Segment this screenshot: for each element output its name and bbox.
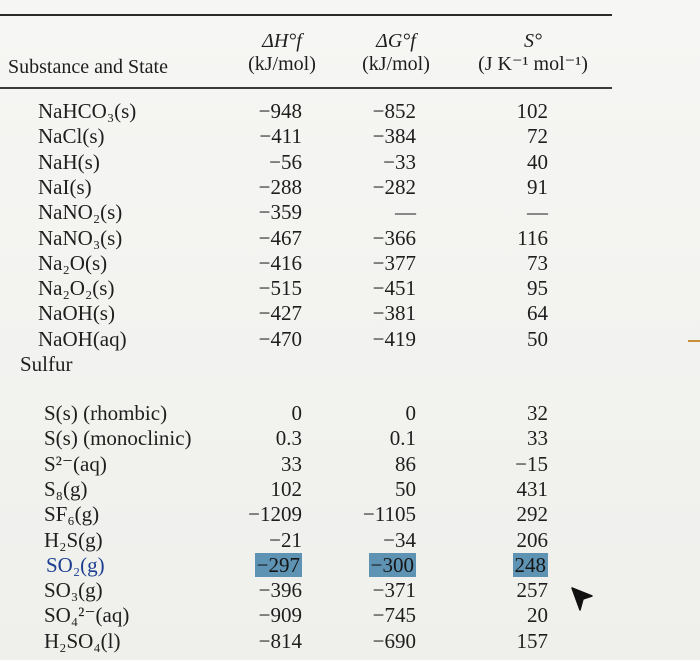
gibbs-cell: 50 [395,476,416,501]
enthalpy-cell: −948 [258,99,302,123]
gibbs-cell: 0 [405,401,416,425]
table-row [0,477,700,502]
enthalpy-cell: −427 [258,301,302,326]
entropy-cell: −15 [515,451,548,476]
gibbs-cell: 86 [395,451,416,476]
enthalpy-cell: −21 [269,527,302,552]
gibbs-cell: −381 [372,301,416,326]
entropy-cell: — [527,200,548,225]
gibbs-cell: −419 [372,326,416,351]
entropy-cell: 91 [527,174,548,199]
table-row [0,301,700,326]
enthalpy-cell: −909 [258,603,302,628]
enthalpy-unit: (kJ/mol) [248,53,316,75]
substance-cell: S²⁻(aq) [44,451,107,476]
gibbs-cell: — [395,200,416,225]
table-row [0,426,700,451]
gibbs-cell: −745 [372,603,416,628]
gibbs-cell: −371 [372,578,416,603]
table-row [0,175,700,200]
entropy-cell: 73 [527,250,548,275]
selection-highlight[interactable]: −300 [370,552,414,577]
entropy-cell: 33 [527,426,548,451]
entropy-cell: 64 [527,301,548,326]
gibbs-symbol: ΔG°f [376,30,416,52]
gibbs-cell: −366 [372,225,416,250]
table-row [0,251,700,276]
gibbs-cell: −33 [383,149,416,174]
enthalpy-cell: −56 [269,149,302,174]
table-row [0,99,700,124]
entropy-cell: 102 [516,99,548,123]
substance-cell: S₈(g) [44,476,88,501]
entropy-cell: 95 [527,276,548,301]
gibbs-cell: −377 [372,250,416,275]
entropy-cell: 257 [516,578,548,603]
gibbs-cell [330,553,416,578]
gibbs-cell: −690 [372,628,416,653]
table-row [0,200,700,225]
table-row [0,528,700,553]
substance-cell: H₂S(g) [44,527,103,552]
gibbs-cell: −1105 [362,502,416,527]
enthalpy-cell: 0 [291,401,302,425]
entropy-cell: 116 [517,225,548,250]
entropy-unit: (J K⁻¹ mol⁻¹) [478,53,588,75]
header-enthalpy [232,30,332,76]
substance-cell: NaNO₂(s) [38,200,123,225]
entropy-cell: 32 [527,401,548,425]
gibbs-cell: −282 [372,174,416,199]
substance-cell [44,553,107,578]
entropy-symbol: S° [524,30,542,52]
entropy-cell: 157 [516,628,548,653]
enthalpy-cell: −288 [258,174,302,199]
selection-highlight[interactable]: −297 [256,552,300,577]
entropy-cell: 50 [527,326,548,351]
substance-cell: NaNO₃(s) [38,225,123,250]
table-row [0,401,700,426]
gibbs-cell: −852 [372,99,416,123]
entropy-cell: 292 [516,502,548,527]
mouse-cursor-icon [568,584,596,614]
entropy-cell: 206 [516,527,548,552]
entropy-cell [460,553,548,578]
gibbs-cell: −451 [372,276,416,301]
substance-cell: S(s) (rhombic) [44,401,168,425]
enthalpy-cell: −416 [258,250,302,275]
gibbs-cell: −384 [372,124,416,149]
substance-cell: NaCl(s) [38,124,105,149]
enthalpy-cell: −411 [259,124,302,149]
enthalpy-cell: −396 [258,578,302,603]
table-row [0,327,700,352]
enthalpy-cell: 0.3 [275,426,302,451]
table-row [0,629,700,654]
table-row [0,452,700,477]
substance-cell: NaHCO₃(s) [38,99,137,123]
substance-cell: NaOH(s) [38,301,115,326]
table-row [0,276,700,301]
table-top-rule [0,14,612,16]
group-label-sulfur: Sulfur [20,352,73,376]
page-edge-mark [688,340,700,342]
substance-cell: Na₂O(s) [38,250,108,275]
header-entropy [466,30,600,76]
gibbs-unit: (kJ/mol) [362,53,430,75]
substance-cell: H₂SO₄(l) [44,628,121,653]
substance-cell: Na₂O₂(s) [38,276,115,301]
enthalpy-cell: −1209 [248,502,302,527]
entropy-cell: 72 [527,124,548,149]
header-substance: Substance and State [8,56,168,78]
substance-cell: NaH(s) [38,149,100,174]
substance-cell: NaOH(aq) [38,326,127,351]
gibbs-cell: −34 [383,527,416,552]
table-row [0,226,700,251]
enthalpy-cell: −814 [258,628,302,653]
table-header-rule [0,87,612,89]
table-row [0,150,700,175]
substance-cell: NaI(s) [38,174,92,199]
substance-cell: S(s) (monoclinic) [44,426,192,451]
substance-cell: SF₆(g) [44,502,100,527]
table-row [0,502,700,527]
enthalpy-cell: −470 [258,326,302,351]
substance-cell: SO₄²⁻(aq) [44,603,130,628]
enthalpy-symbol: ΔH°f [262,30,302,52]
enthalpy-cell [220,553,302,578]
enthalpy-cell: −467 [258,225,302,250]
header-gibbs [346,30,446,76]
enthalpy-cell: −359 [258,200,302,225]
substance-cell: SO₃(g) [44,578,103,603]
selection-highlight[interactable]: 248 [514,552,546,577]
entropy-cell: 20 [527,603,548,628]
entropy-cell: 431 [516,476,548,501]
enthalpy-cell: 33 [281,451,302,476]
table-row [0,124,700,149]
enthalpy-cell: −515 [258,276,302,301]
gibbs-cell: 0.1 [389,426,416,451]
enthalpy-cell: 102 [270,476,302,501]
table-row [0,553,700,578]
selection-highlight[interactable]: SO₂(g) [46,552,105,577]
entropy-cell: 40 [527,149,548,174]
